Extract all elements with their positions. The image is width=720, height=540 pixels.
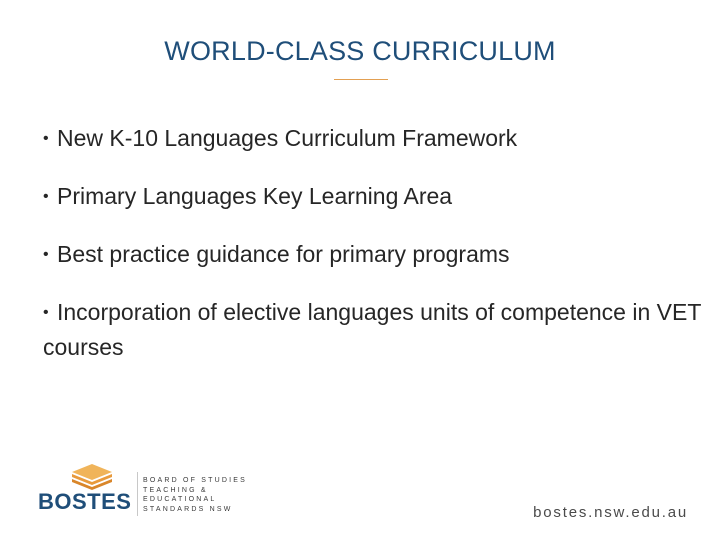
bullet-marker: • [43, 130, 49, 147]
bullet-marker: • [43, 304, 49, 321]
bullet-text: Primary Languages Key Learning Area [57, 183, 453, 209]
bullet-text: Best practice guidance for primary programs [57, 241, 510, 267]
bullet-item [43, 121, 703, 156]
bullet-item [43, 295, 703, 365]
bullet-text: New K-10 Languages Curriculum Framework [57, 125, 518, 151]
title-underline [334, 79, 388, 80]
logo-tagline-line: STANDARDS NSW [143, 505, 233, 513]
logo-tagline-line: EDUCATIONAL [143, 496, 217, 503]
logo-tagline-line: BOARD OF STUDIES [143, 477, 248, 484]
logo-tagline [143, 476, 263, 514]
bullet-list [43, 121, 703, 388]
logo-tagline-line: TEACHING & [143, 486, 208, 494]
bullet-marker: • [43, 246, 49, 263]
bullet-text: Incorporation of elective languages units of competence in VET courses [43, 299, 701, 360]
logo-divider [137, 472, 138, 516]
bullet-marker: • [43, 188, 49, 205]
footer-url: bostes.nsw.edu.au [533, 504, 688, 521]
logo-wordmark: BOSTES [38, 489, 132, 514]
bostes-logo [38, 462, 258, 522]
bullet-item [43, 179, 703, 214]
bullet-item [43, 237, 703, 272]
stacked-books-icon [68, 462, 116, 490]
slide-title: WORLD-CLASS CURRICULUM [164, 36, 556, 66]
